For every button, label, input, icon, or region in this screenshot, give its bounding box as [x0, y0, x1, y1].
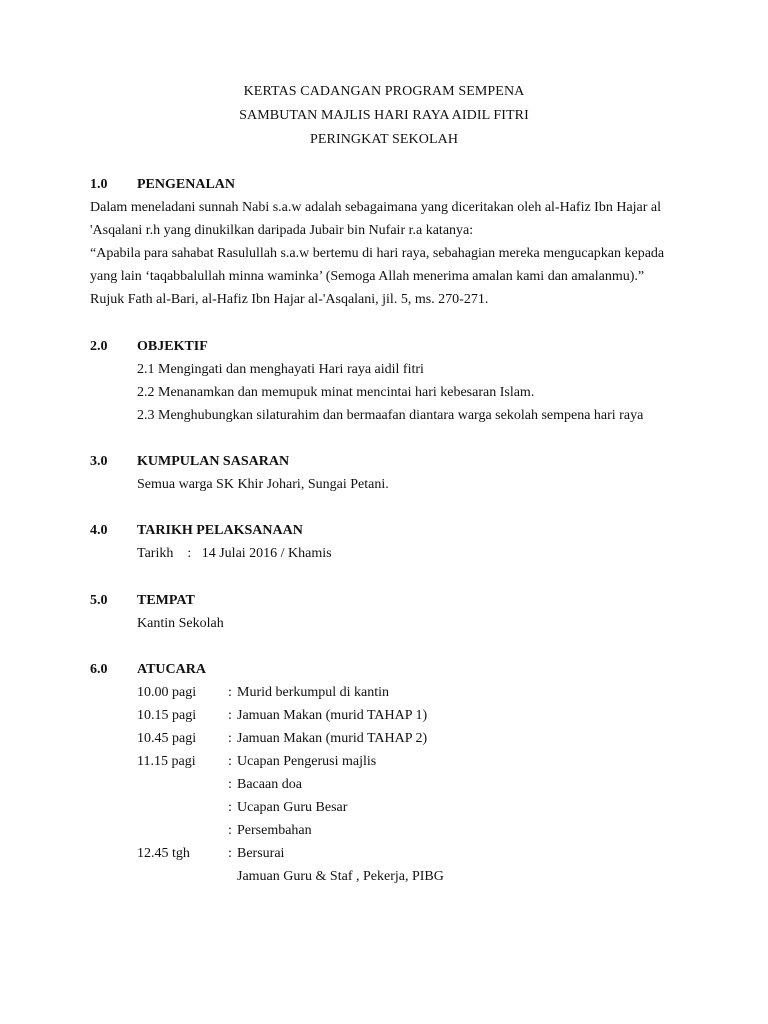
title-line-1: KERTAS CADANGAN PROGRAM SEMPENA: [243, 84, 525, 99]
section-1-heading: PENGENALAN: [137, 177, 236, 192]
schedule-colon: :: [228, 777, 232, 792]
section-1-number: 1.0: [90, 177, 108, 192]
intro-line-4: yang lain ‘taqabbalullah minna waminka’ (Semoga Allah menerima amalan kami dan amalanmu).”: [90, 269, 645, 284]
schedule-colon: :: [228, 708, 232, 723]
intro-line-3: “Apabila para sahabat Rasulullah s.a.w bertemu di hari raya, sebahagian mereka mengucapkan kepada: [90, 246, 665, 261]
section-2-number: 2.0: [90, 339, 108, 354]
intro-line-5: Rujuk Fath al-Bari, al-Hafiz Ibn Hajar al-'Asqalani, jil. 5, ms. 270-271.: [90, 292, 489, 307]
intro-line-1: Dalam meneladani sunnah Nabi s.a.w adalah sebagaimana yang diceritakan oleh al-Hafiz Ibn Hajar al: [90, 200, 662, 215]
target-group-text: Semua warga SK Khir Johari, Sungai Petani.: [137, 477, 389, 492]
intro-line-2: 'Asqalani r.h yang dinukilkan daripada Jubair bin Nufair r.a katanya:: [90, 223, 474, 238]
schedule-time: 12.45 tgh: [137, 846, 190, 861]
schedule-activity: Ucapan Guru Besar: [237, 800, 348, 815]
schedule-colon: :: [228, 823, 232, 838]
title-line-3: PERINGKAT SEKOLAH: [309, 132, 459, 147]
date-text: Tarikh : 14 Julai 2016 / Khamis: [137, 546, 332, 561]
schedule-time: 10.45 pagi: [137, 731, 197, 746]
objective-item: 2.1 Mengingati dan menghayati Hari raya aidil fitri: [137, 362, 424, 377]
schedule-activity: Jamuan Makan (murid TAHAP 1): [237, 708, 428, 723]
schedule-activity: Bacaan doa: [237, 777, 302, 792]
schedule-colon: :: [228, 731, 232, 746]
schedule-activity: Jamuan Guru & Staf , Pekerja, PIBG: [237, 869, 444, 884]
schedule-activity: Ucapan Pengerusi majlis: [237, 754, 377, 769]
objective-item: 2.2 Menanamkan dan memupuk minat mencintai hari kebesaran Islam.: [137, 385, 535, 400]
section-2-heading: OBJEKTIF: [137, 339, 208, 354]
section-4-heading: TARIKH PELAKSANAAN: [137, 523, 303, 538]
schedule-activity: Bersurai: [237, 846, 285, 861]
title-line-2: SAMBUTAN MAJLIS HARI RAYA AIDIL FITRI: [239, 108, 529, 123]
objective-item: 2.3 Menghubungkan silaturahim dan bermaafan diantara warga sekolah sempena hari raya: [137, 408, 644, 423]
section-3-number: 3.0: [90, 454, 108, 469]
section-5-number: 5.0: [90, 593, 108, 608]
schedule-time: 10.00 pagi: [137, 685, 197, 700]
section-6-heading: ATUCARA: [137, 662, 206, 677]
section-6-number: 6.0: [90, 662, 108, 677]
schedule-activity: Jamuan Makan (murid TAHAP 2): [237, 731, 428, 746]
schedule-colon: :: [228, 846, 232, 861]
schedule-time: 10.15 pagi: [137, 708, 197, 723]
schedule-activity: Murid berkumpul di kantin: [237, 685, 390, 700]
section-5-heading: TEMPAT: [137, 593, 195, 608]
venue-text: Kantin Sekolah: [137, 616, 224, 631]
schedule-colon: :: [228, 685, 232, 700]
schedule-time: 11.15 pagi: [137, 754, 196, 769]
schedule-activity: Persembahan: [237, 823, 312, 838]
schedule-colon: :: [228, 800, 232, 815]
section-4-number: 4.0: [90, 523, 108, 538]
section-3-heading: KUMPULAN SASARAN: [137, 454, 290, 469]
schedule-colon: :: [228, 754, 232, 769]
